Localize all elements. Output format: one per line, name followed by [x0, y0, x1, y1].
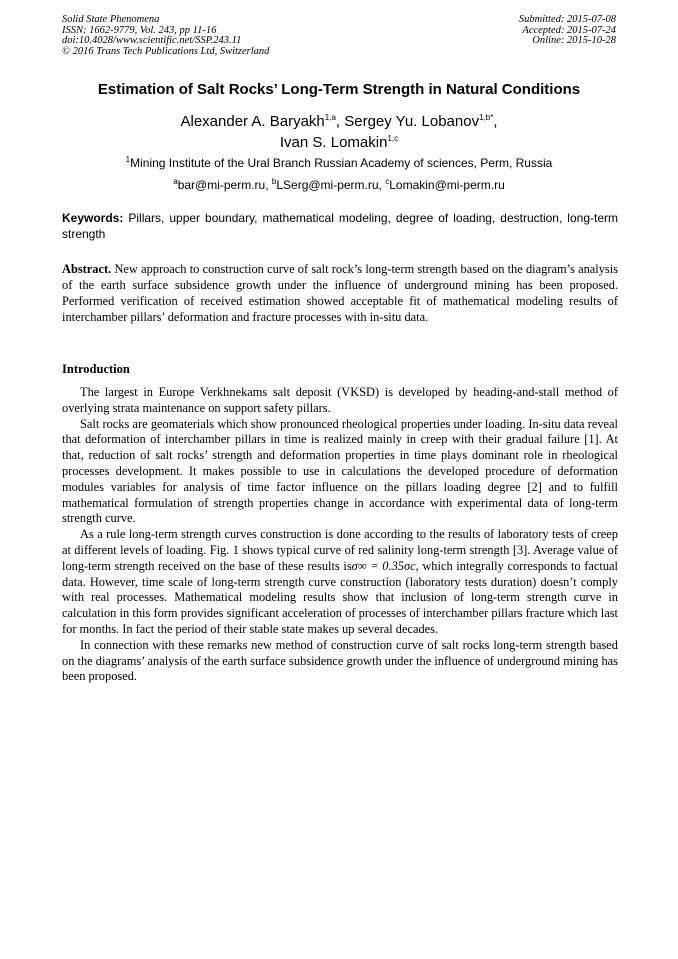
author-list: Alexander A. Baryakh$^{1,a}$, Sergey Yu. Lobanov$^{1,b*}$, Ivan S. Lomakin$^{1,c}$	[180, 113, 498, 151]
doi-line: doi:10.4028/www.scientific.net/SSP.243.11	[62, 35, 242, 46]
author-name: Sergey Yu. Lobanov	[344, 113, 480, 130]
issn-line: ISSN: 1662-9779, Vol. 243, pp 11-16	[62, 24, 217, 36]
section-heading-introduction: Introduction	[62, 362, 130, 376]
author-name: Ivan S. Lomakin	[279, 134, 388, 151]
paragraph: The largest in Europe Verkhnekams salt deposit (VKSD) is developed by heading-and-stall method of overlying strata maintenance on support safety pillars.	[62, 385, 618, 415]
paragraph: As a rule long-term strength curves construction is done according to the results of laboratory tests of creep at different levels of loading. Fig. 1 shows typical curve of red salinity long-term strength [3]. Average value of long-term strength received on the base of these results isσ∞ = 0.35σc, which integrally corresponds to factual data. However, time scale of long-term strength curve construction (laboratory tests duration) doesn’t comply with real processes. Mathematical modeling results show that inclusion of long-term strength curve in calculation in this form provides significant acceleration of processes of interchamber pillars fracture which last for months. In fact the period of their stable state makes up several decades.	[62, 527, 618, 636]
copyright-line: © 2016 Trans Tech Publications Ltd, Switzerland	[62, 45, 270, 57]
journal-name: Solid State Phenomena	[62, 14, 160, 25]
journal-info	[62, 15, 269, 57]
email-link[interactable]: LSerg@mi-perm.ru,	[276, 178, 386, 192]
abstract-text: New approach to construction curve of salt rock’s long-term strength based on the diagram’s analysis of the earth surface subsidence growth under the influence of underground mining has been proposed. Performed verification of received estimation showed acceptable fit of mathematical modeling results of interchamber pillars’ deformation and fracture processes with in-situ data.	[62, 262, 618, 324]
keywords	[62, 210, 618, 242]
author-emails: $^a$bar@mi-perm.ru, $^b$LSerg@mi-perm.ru, $^c$Lomakin@mi-perm.ru	[173, 177, 505, 192]
email-link[interactable]: Lomakin@mi-perm.ru	[389, 178, 505, 192]
submission-dates	[519, 15, 616, 47]
accepted-date: Accepted: 2015-07-24	[522, 24, 616, 36]
author-affil-mark: 1,a	[324, 113, 336, 122]
affiliation: $^1$Mining Institute of the Ural Branch Russian Academy of sciences, Perm, Russia	[125, 155, 553, 170]
email-link[interactable]: bar@mi-perm.ru,	[177, 178, 272, 192]
abstract	[62, 262, 618, 326]
paragraph: Salt rocks are geomaterials which show pronounced rheological properties under loading. In-situ data reveal that deformation of interchamber pillars in time is realized mainly in creep with their gradual failure [1]. At that, reduction of salt rocks’ strength and deformation properties in time plays dominant role in rheological processes development. It makes possible to use in calculations the developed procedure of deformation modules variables for analysis of time factor influence on the pillars loading degree [2] and to fulfill mathematical formulation of strength properties change in accordance with experimental data of long-term strength curve.	[62, 416, 618, 526]
introduction-body	[62, 385, 618, 685]
submitted-date: Submitted: 2015-07-08	[518, 14, 616, 25]
paper-title: Estimation of Salt Rocks’ Long-Term Strength in Natural Conditions	[97, 81, 581, 98]
strength-formula: σ∞ = 0.35σc	[351, 558, 416, 573]
author-affil-mark: 1,c	[387, 134, 399, 143]
paragraph: In connection with these remarks new method of construction curve of salt rocks long-term strength based on the diagrams’ analysis of the earth surface subsidence growth under the influence of underground mining has been proposed.	[62, 637, 618, 684]
online-date: Online: 2015-10-28	[532, 35, 616, 46]
author-name: Alexander A. Baryakh	[180, 113, 325, 130]
abstract-label: Abstract.	[62, 262, 112, 276]
author-affil-mark: 1,b*	[479, 113, 494, 122]
keywords-label: Keywords:	[62, 211, 124, 225]
keywords-text: Pillars, upper boundary, mathematical modeling, degree of loading, destruction, long-term strength	[62, 211, 618, 241]
